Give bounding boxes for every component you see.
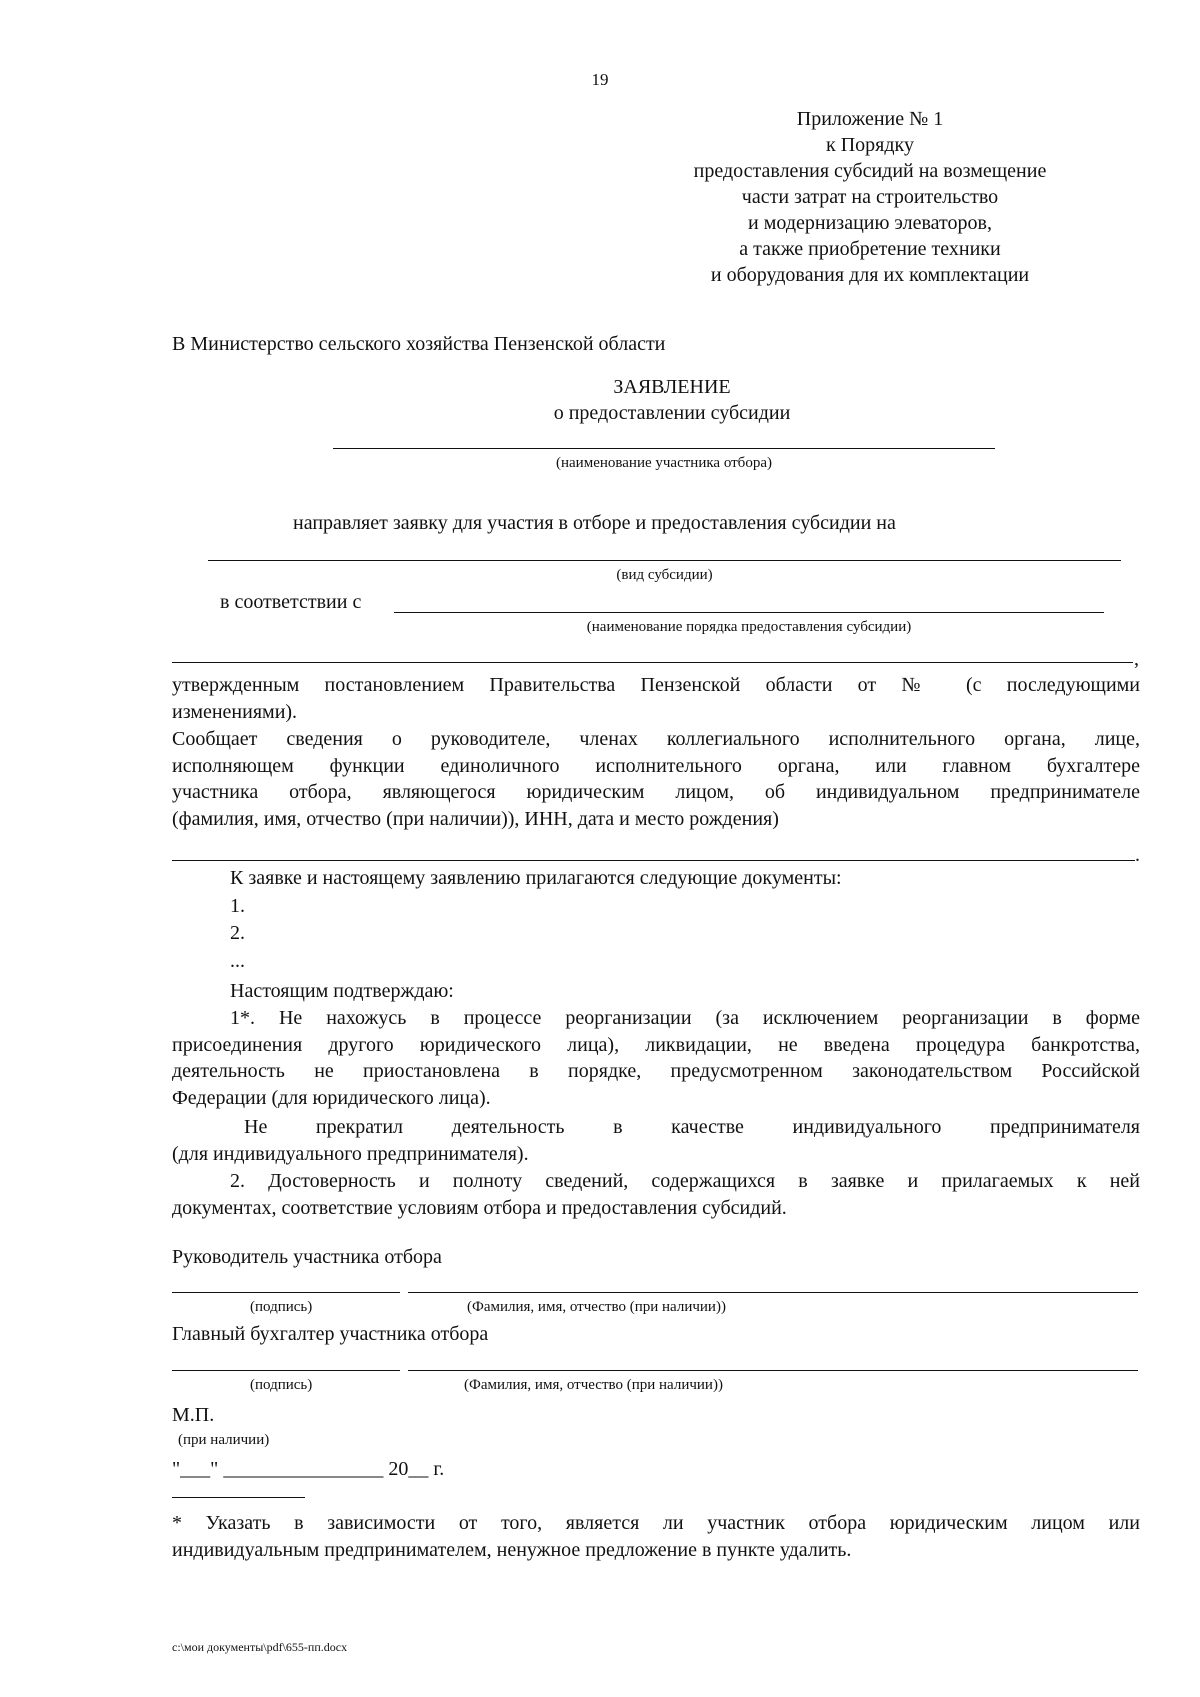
subsidy-type-line[interactable] (208, 560, 1121, 561)
item1b-paragraph (172, 1114, 1140, 1167)
item1b-line: (для индивидуального предпринимателя). (172, 1142, 529, 1165)
persons-info-line[interactable] (172, 860, 1135, 861)
item2-paragraph (172, 1168, 1140, 1221)
document-subtitle: о предоставлении субсидии (553, 402, 791, 424)
addressee: В Министерство сельского хозяйства Пензенской области (172, 333, 666, 355)
appendix-header (640, 106, 1100, 288)
reports-line: Сообщает сведения о руководителе, членах коллегиального исполнительного органа, лице, (172, 728, 1140, 750)
item1b-line: Не прекратил деятельность в качестве индивидуального предпринимателя (244, 1116, 1140, 1138)
item1-paragraph (172, 1005, 1140, 1111)
footnote (172, 1510, 1140, 1563)
footnote-line: * Указать в зависимости от того, является ли участник отбора юридическим лицом или (172, 1512, 1140, 1534)
item1-line: Федерации (для юридического лица). (172, 1086, 491, 1109)
appendix-line: и модернизацию элеваторов, (748, 212, 992, 234)
procedure-continuation-line[interactable] (172, 662, 1133, 663)
approved-paragraph (172, 672, 1140, 725)
reports-line: (фамилия, имя, отчество (при наличии)), ИНН, дата и место рождения) (172, 807, 779, 830)
head-signature-line[interactable] (172, 1292, 400, 1293)
procedure-name-line[interactable] (394, 612, 1104, 613)
appendix-line: к Порядку (826, 134, 914, 156)
approved-line: утвержденным постановлением Правительства Пензенской области от № (с последующими (172, 674, 1140, 696)
participant-name-caption: (наименование участника отбора) (556, 455, 772, 471)
subsidy-type-caption: (вид субсидии) (616, 567, 713, 583)
item2-line: 2. Достоверность и полноту сведений, содержащихся в заявке и прилагаемых к ней (230, 1170, 1140, 1192)
file-path: c:\мои документы\pdf\655-пп.docx (172, 1640, 348, 1654)
accountant-fio-line[interactable] (408, 1370, 1138, 1371)
in-accordance-label: в соответствии с (220, 591, 362, 613)
stamp-caption: (при наличии) (178, 1432, 270, 1448)
attached-item: 1. (230, 895, 245, 917)
item1-line: присоединения другого юридического лица), ликвидации, не введена процедура банкротства, (172, 1033, 1140, 1056)
reports-line: исполняющем функции единоличного исполнительного органа, или главном бухгалтере (172, 754, 1140, 777)
directs-text: направляет заявку для участия в отборе и предоставления субсидии на (293, 512, 896, 534)
head-label: Руководитель участника отбора (172, 1246, 442, 1268)
attached-item: ... (230, 950, 245, 972)
participant-name-line[interactable] (333, 448, 995, 449)
period: . (1135, 844, 1140, 866)
head-fio-caption: (Фамилия, имя, отчество (при наличии)) (467, 1299, 726, 1315)
item2-line: документах, соответствие условиям отбора и предоставления субсидий. (172, 1196, 787, 1219)
stamp-label: М.П. (172, 1404, 215, 1426)
appendix-line: а также приобретение техники (739, 238, 1001, 260)
footnote-line: индивидуальным предпринимателем, ненужное предложение в пункте удалить. (172, 1538, 852, 1561)
page-number: 19 (591, 70, 609, 89)
date-line[interactable]: "___" ________________ 20__ г. (172, 1458, 445, 1480)
head-signature-caption: (подпись) (250, 1299, 313, 1315)
appendix-line: Приложение № 1 (796, 108, 944, 130)
document-title: ЗАЯВЛЕНИЕ (613, 376, 731, 398)
appendix-line: части затрат на строительство (741, 186, 999, 208)
item1-line: деятельность не приостановлена в порядке, предусмотренном законодательством Российской (172, 1060, 1140, 1082)
appendix-line: предоставления субсидий на возмещение (693, 160, 1047, 182)
procedure-name-caption: (наименование порядка предоставления субсидии) (586, 619, 912, 635)
reports-paragraph (172, 726, 1140, 832)
appendix-line: и оборудования для их комплектации (710, 264, 1030, 286)
accountant-signature-line[interactable] (172, 1370, 400, 1371)
attached-intro: К заявке и настоящему заявлению прилагаются следующие документы: (230, 867, 842, 889)
comma: , (1134, 648, 1139, 670)
footnote-separator (172, 1497, 305, 1498)
attached-item: 2. (230, 922, 245, 944)
item1-line: 1*. Не нахожусь в процессе реорганизации (за исключением реорганизации в форме (230, 1007, 1140, 1029)
approved-line: изменениями). (172, 700, 298, 723)
head-fio-line[interactable] (408, 1292, 1138, 1293)
accountant-fio-caption: (Фамилия, имя, отчество (при наличии)) (464, 1377, 723, 1393)
reports-line: участника отбора, являющегося юридическим лицом, об индивидуальном предпринимателе (172, 781, 1140, 803)
confirm-intro: Настоящим подтверждаю: (230, 980, 454, 1002)
accountant-signature-caption: (подпись) (250, 1377, 313, 1393)
accountant-label: Главный бухгалтер участника отбора (172, 1323, 489, 1345)
